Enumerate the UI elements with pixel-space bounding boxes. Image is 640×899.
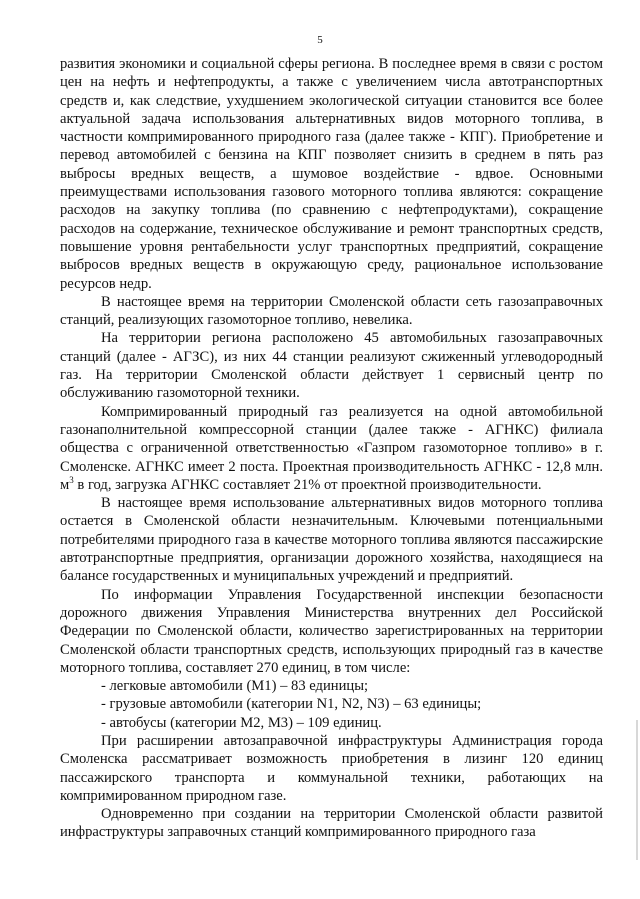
paragraph-agnks <box>60 403 603 494</box>
paragraph-smolensk-leasing: При расширении автозаправочной инфраструктуры Администрация города Смоленска рассматривает возможность приобретения в лизинг 120 единиц пассажирского транспорта и коммунальной техники, работающих на компримированном природном газе. <box>60 732 603 804</box>
cubic-superscript: 3 <box>69 474 74 485</box>
paragraph-agzs: На территории региона расположено 45 автомобильных газозаправочных станций (далее - АГЗС), из них 44 станции реализуют сжиженный углеводородный газ. На территории Смоленской области действует 1 сервисный центр по обслуживанию газомоторной техники. <box>60 330 603 402</box>
list-item-trucks: - грузовые автомобили (категории N1, N2, N3) – 63 единицы; <box>101 696 482 713</box>
paragraph-intro: развития экономики и социальной сферы региона. В последнее время в связи с ростом цен на нефть и нефтепродукты, а также с увеличением числа автотранспортных средств и, как следствие, ухудшением экологической ситуации становится все более актуальной задача использования альтернативных видов моторного топлива, в частности компримированного природного газа (далее также - КПГ). Приобретение и перевод автомобилей с бензина на КПГ позволяет снизить в среднем в пять раз выбросы вредных веществ, а шумовое воздействие - вдвое. Основными преимуществами использования газового моторного топлива являются: сокращение расходов на закупку топлива (по сравнению с нефтепродуктами), сокращение расходов на содержание, техническое обслуживание и ремонт транспортных средств, повышение уровня рентабельности услуг транспортных предприятий, сокращение выбросов вредных веществ в окружающую среду, рациональное использование ресурсов недр. <box>60 56 603 292</box>
agnks-text-part2: в год, загрузка АГНКС составляет 21% от проектной производительности. <box>73 476 542 493</box>
list-item-buses: - автобусы (категории M2, M3) – 109 единиц. <box>101 714 382 731</box>
paragraph-gas-stations-network: В настоящее время на территории Смоленской области сеть газозаправочных станций, реализующих газомоторное топливо, невелика. <box>60 293 603 329</box>
scan-edge-mark <box>636 720 638 860</box>
list-item-cars: - легковые автомобили (M1) – 83 единицы; <box>101 678 369 695</box>
paragraph-infrastructure: Одновременно при создании на территории Смоленской области развитой инфраструктуры заправочных станций компримированного природного газа <box>60 806 603 841</box>
page-number: 5 <box>317 34 323 46</box>
agnks-text-part1: Компримированный природный газ реализуется на одной автомобильной газонаполнительной компрессорной станции (далее также - АГНКС) филиала общества с ограниченной ответственностью «Газпром газомоторное топливо» в г. Смоленске. АГНКС имеет 2 поста. Проектная производительность АГНКС - 12,8 млн. м <box>60 403 603 493</box>
paragraph-usage: В настоящее время использование альтернативных видов моторного топлива остается в Смоленской области незначительным. Ключевыми потенциальными потребителями природного газа в качестве моторного топлива являются пассажирские автотранспортные предприятия, организации дорожного хозяйства, находящиеся на балансе государственных и муниципальных учреждений и предприятий. <box>60 495 603 585</box>
paragraph-gibdd-info: По информации Управления Государственной инспекции безопасности дорожного движения Управления Министерства внутренних дел Российской Федерации по Смоленской области, количество зарегистрированных на территории Смоленской области транспортных средств, использующих природный газ в качестве моторного топлива, составляет 270 единиц, в том числе: <box>60 586 603 676</box>
document-body <box>60 55 603 842</box>
